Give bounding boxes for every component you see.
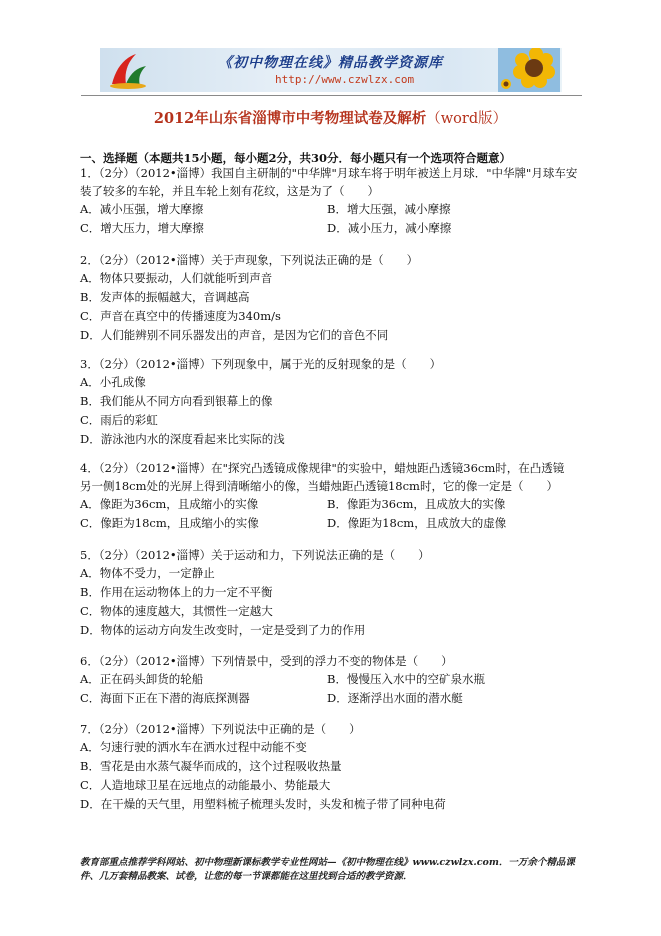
- header-rule: [81, 95, 582, 96]
- option-c: C．像距为18cm，且成缩小的实像: [80, 516, 259, 530]
- question-stem-line: 装了较多的车轮，并且车轮上刻有花纹，这是为了（ ）: [80, 184, 379, 198]
- section-header: 一、选择题（本题共15小题，每小题2分，共30分．每小题只有一个选项符合题意）: [80, 151, 512, 165]
- document-title: [0, 107, 661, 128]
- page-footer: 教育部重点推荐学科网站、初中物理新课标教学专业性网站—《初中物理在线》www.czwlzx.com．一万余个精品课件、几万套精品教案、试卷，让您的每一节课都能在这里找到合适的教学资源．: [80, 857, 575, 882]
- option-b: B．慢慢压入水中的空矿泉水瓶: [327, 672, 485, 686]
- option-d: D．物体的运动方向发生改变时，一定是受到了力的作用: [80, 623, 366, 637]
- option-c: C．物体的速度越大，其惯性一定越大: [80, 604, 273, 618]
- option-d: D．减小压力，减小摩擦: [327, 221, 452, 235]
- option-a: A．物体不受力，一定静止: [80, 566, 215, 580]
- question-stem-line: 1．（2分）（2012•淄博）我国自主研制的"中华牌"月球车将于明年被送上月球．"中华牌"月球车安: [80, 166, 578, 180]
- option-b: B．作用在运动物体上的力一定不平衡: [80, 585, 273, 599]
- site-banner[interactable]: [100, 48, 562, 92]
- option-a: A．像距为36cm，且成缩小的实像: [80, 497, 259, 511]
- option-d: D．像距为18cm，且成放大的虚像: [327, 516, 507, 530]
- option-a: A．匀速行驶的洒水车在洒水过程中动能不变: [80, 740, 307, 754]
- question-5: [80, 546, 585, 640]
- option-a: A．正在码头卸货的轮船: [80, 672, 204, 686]
- question-4: [80, 459, 585, 533]
- option-c: C．声音在真空中的传播速度为340m/s: [80, 309, 281, 323]
- document-title-suffix: （word版）: [426, 111, 508, 127]
- option-d: D．游泳池内水的深度看起来比实际的浅: [80, 432, 285, 446]
- document-title-main: 2012年山东省淄博市中考物理试卷及解析: [153, 110, 427, 127]
- option-a: A．小孔成像: [80, 375, 146, 389]
- question-7: [80, 720, 585, 814]
- question-stem-line: 另一侧18cm处的光屏上得到清晰缩小的像，当蜡烛距凸透镜18cm时，它的像一定是（ ）: [80, 479, 558, 493]
- option-b: B．发声体的振幅越大，音调越高: [80, 290, 250, 304]
- question-6: [80, 652, 585, 708]
- banner-url[interactable]: http://www.czwlzx.com: [275, 73, 415, 86]
- option-d: D．人们能辨别不同乐器发出的声音，是因为它们的音色不同: [80, 328, 389, 342]
- option-c: C．雨后的彩虹: [80, 413, 158, 427]
- question-stem-line: 7．（2分）（2012•淄博）下列说法中正确的是（ ）: [80, 722, 361, 736]
- question-stem-line: 6．（2分）（2012•淄博）下列情景中，受到的浮力不变的物体是（ ）: [80, 654, 453, 668]
- question-2: [80, 251, 585, 345]
- option-a: A．减小压强，增大摩擦: [80, 202, 204, 216]
- question-1: [80, 164, 585, 238]
- question-stem-line: 3．（2分）（2012•淄博）下列现象中，属于光的反射现象的是（ ）: [80, 357, 442, 371]
- option-b: B．像距为36cm，且成放大的实像: [327, 497, 506, 511]
- question-stem-line: 2．（2分）（2012•淄博）关于声现象，下列说法正确的是（ ）: [80, 253, 419, 267]
- question-stem-line: 4．（2分）（2012•淄博）在"探究凸透镜成像规律"的实验中，蜡烛距凸透镜36cm时，在凸透镜: [80, 461, 565, 475]
- question-stem-line: 5．（2分）（2012•淄博）关于运动和力，下列说法正确的是（ ）: [80, 548, 430, 562]
- option-b: B．雪花是由水蒸气凝华而成的，这个过程吸收热量: [80, 759, 342, 773]
- option-c: C．增大压力，增大摩擦: [80, 221, 204, 235]
- option-b: B．我们能从不同方向看到银幕上的像: [80, 394, 273, 408]
- sunflower-icon: [498, 48, 560, 92]
- question-3: [80, 355, 585, 449]
- option-c: C．人造地球卫星在远地点的动能最小、势能最大: [80, 778, 331, 792]
- option-d: D．在干燥的天气里，用塑料梳子梳理头发时，头发和梳子带了同种电荷: [80, 797, 446, 811]
- banner-title: 《初中物理在线》精品教学资源库: [218, 55, 443, 71]
- option-b: B．增大压强，减小摩擦: [327, 202, 451, 216]
- option-a: A．物体只要振动，人们就能听到声音: [80, 271, 273, 285]
- option-c: C．海面下正在下潜的海底探测器: [80, 691, 250, 705]
- option-d: D．逐渐浮出水面的潜水艇: [327, 691, 463, 705]
- site-logo-icon: [106, 50, 150, 90]
